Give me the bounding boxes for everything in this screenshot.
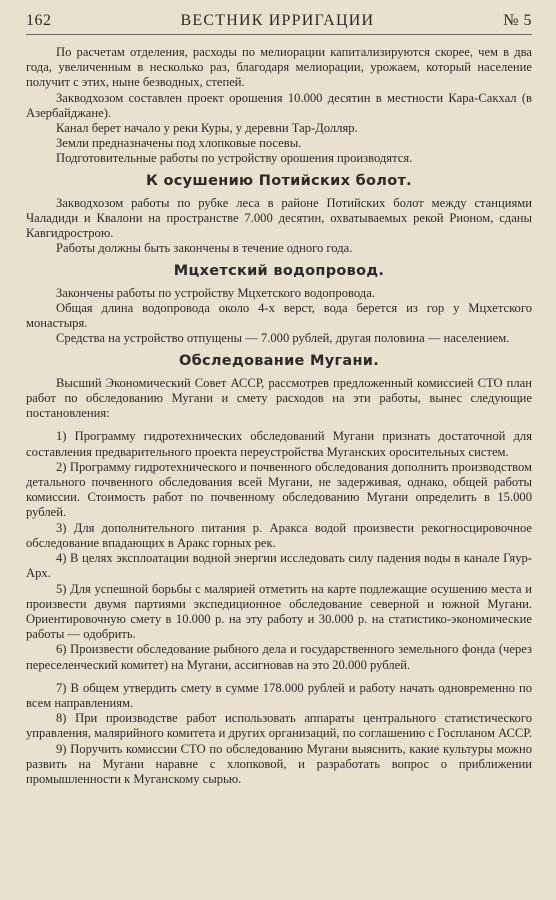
section-heading-mugan: Обследование Мугани.: [178, 352, 380, 369]
paragraph: Закончены работы по устройству Мцхетского водопровода.: [56, 285, 375, 300]
resolution-item: 9) Поручить комиссии СТО по обследованию Мугани выяснить, какие культуры можно развить на Мугани наравне с хлопковой, и разработать вопрос о приближении промышленности к Муганскому сырью.: [26, 741, 532, 786]
section-heading-poti: К осушению Потийских болот.: [146, 172, 412, 189]
resolution-item: 1) Программу гидротехнических обследований Мугани признать достаточной для составления предварительного проекта переустройства Муганских оросительных систем.: [26, 429, 532, 459]
paragraph: Высший Экономический Совет АССР, рассмотрев предложенный комиссией СТО план работ по обследованию Мугани и смету расходов на эти работы, вынес следующие постановления:: [26, 375, 532, 421]
journal-title: ВЕСТНИК ИРРИГАЦИИ: [180, 12, 375, 29]
paragraph: Закводхозом составлен проект орошения 10.000 десятин в местности Кара-Сакхал (в Азербайджане).: [26, 90, 532, 120]
issue-number: № 5: [503, 12, 532, 29]
resolution-item: 6) Произвести обследование рыбного дела и государственного земельного фонда (через переселенческий комитет) на Мугани, ассигновав на это 20.000 рублей.: [26, 642, 532, 672]
resolution-item: 2) Программу гидротехнического и почвенного обследования дополнить производством детального почвенного обследования всей Мугани, не задерживая, однако, общей работы комиссии. Стоимость работ по почвенному обследованию Мугани определить в 15.000 рублей.: [26, 459, 532, 520]
paragraph: Канал берет начало у реки Куры, у деревни Тар-Долляр.: [56, 121, 358, 136]
resolution-item: 4) В целях эксплоатации водной энергии исследовать силу падения воды в канале Гяур-Арх.: [26, 551, 532, 581]
resolution-item: 8) При производстве работ использовать аппараты центрального статистического управления, малярийного комитета и других организаций, по соглашению с Госпланом АССР.: [26, 711, 532, 741]
resolution-item: 7) В общем утвердить смету в сумме 178.000 рублей и работу начать одновременно по всем направлениям.: [26, 680, 532, 710]
page-number: 162: [26, 12, 52, 29]
paragraph: Подготовительные работы по устройству орошения производятся.: [56, 151, 413, 166]
paragraph: Закводхозом работы по рубке леса в районе Потийских болот между станциями Чаладиди и Квалони на пространстве 7.000 десятин, охватываемых рекой Рионом, сданы Кавгидрострою.: [26, 195, 532, 241]
paragraph: Общая длина водопровода около 4-х верст, вода берется из гор у Мцхетского монастыря.: [26, 301, 532, 331]
spacer: [26, 421, 532, 429]
resolution-item: 3) Для дополнительного питания р. Аракса водой произвести рекогносцировочное обследование впадающих в Аракс горных рек.: [26, 520, 532, 550]
resolution-item: 5) Для успешной борьбы с малярией отметить на карте подлежащие осушению места и произвести двумя партиями экспедиционное обследование северной и южной Мугани. Ориентировочную смету в 10.000 р. на эту работу и 30.000 р. на статистико-экономические работы — одобрить.: [26, 581, 532, 642]
section-heading-mtskheta: Мцхетский водопровод.: [173, 262, 385, 279]
page-header: [26, 12, 532, 35]
spacer: [26, 673, 532, 681]
article-body: [26, 45, 532, 787]
paragraph: Работы должны быть закончены в течение одного года.: [56, 241, 353, 256]
paragraph: Средства на устройство отпущены — 7.000 рублей, другая половина — населением.: [56, 331, 510, 346]
paragraph: Земли предназначены под хлопковые посевы.: [56, 136, 302, 151]
paragraph: По расчетам отделения, расходы по мелиорации капитализируются скорее, чем в два года, увеличенным в несколько раз, благодаря мелиорации, урожаем, который население получит с этих, ныне безводных, степей.: [26, 45, 532, 90]
